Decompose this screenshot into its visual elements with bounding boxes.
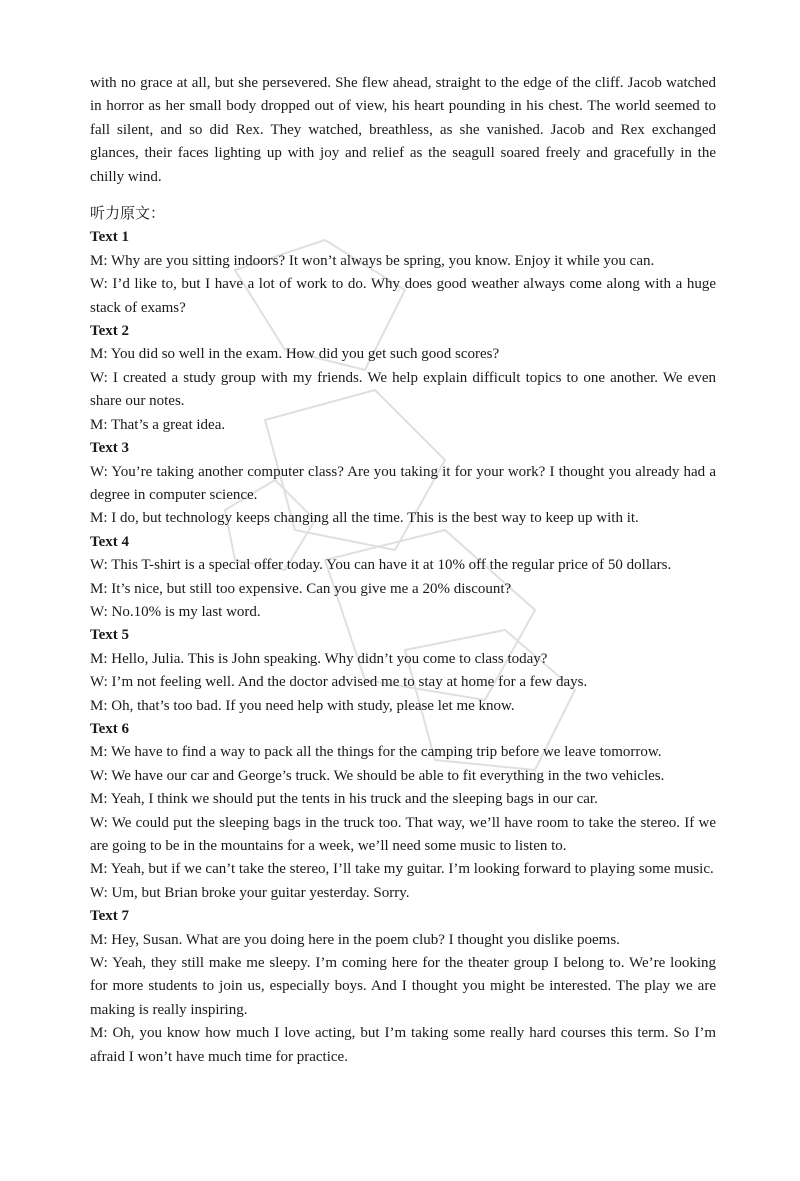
text-title: Text 1 — [90, 229, 130, 246]
dialogue-line: M: Oh, you know how much I love acting, but I’m taking some really hard courses this term. So I’m afraid I won’t have much time for practice. — [90, 1025, 716, 1065]
dialogue-line: W: We have our car and George’s truck. We should be able to fit everything in the two vehicles. — [90, 767, 665, 784]
text-title: Text 4 — [90, 533, 130, 550]
dialogue-line: W: I created a study group with my friends. We help explain difficult topics to one another. We even share our notes. — [90, 369, 716, 410]
dialogue-line: W: Yeah, they still make me sleepy. I’m coming here for the theater group I belong to. We’re looking for more students to join us, especially boys. And I thought you might be interested. The play we are making is really inspiring. — [90, 955, 716, 1018]
dialogue-line: M: Hello, Julia. This is John speaking. Why didn’t you come to class today? — [90, 650, 548, 667]
text-title: Text 2 — [90, 323, 130, 340]
dialogue-line: W: Um, but Brian broke your guitar yesterday. Sorry. — [90, 884, 410, 901]
dialogue-line: W: No.10% is my last word. — [90, 603, 261, 620]
dialogue-line: M: Yeah, but if we can’t take the stereo, I’ll take my guitar. I’m looking forward to playing some music. — [90, 861, 714, 878]
dialogue-line: M: I do, but technology keeps changing all the time. This is the best way to keep up with it. — [90, 510, 639, 527]
dialogue-line: M: It’s nice, but still too expensive. Can you give me a 20% discount? — [90, 580, 512, 597]
dialogue-line: M: That’s a great idea. — [90, 416, 226, 433]
dialogue-line: W: I’m not feeling well. And the doctor advised me to stay at home for a few days. — [90, 674, 588, 691]
dialogue-line: W: You’re taking another computer class? Are you taking it for your work? I thought you already had a degree in computer science. — [90, 463, 716, 503]
dialogue-line: W: This T-shirt is a special offer today. You can have it at 10% off the regular price of 50 dollars. — [90, 557, 672, 574]
dialogue-line: M: You did so well in the exam. How did you get such good scores? — [90, 346, 500, 363]
dialogue-line: M: Hey, Susan. What are you doing here in the poem club? I thought you dislike poems. — [90, 931, 620, 948]
text-title: Text 6 — [90, 720, 130, 737]
document-content — [90, 72, 716, 1069]
section-heading: 听力原文： — [90, 206, 166, 223]
dialogue-line: M: We have to find a way to pack all the things for the camping trip before we leave tomorrow. — [90, 744, 662, 761]
transcript-list — [90, 226, 716, 1069]
text-title: Text 5 — [90, 627, 130, 644]
intro-paragraph: with no grace at all, but she persevered. She flew ahead, straight to the edge of the cliff. Jacob watched in horror as her small body dropped out of view, his heart pounding in his chest. The world seemed to fall silent, and so did Rex. They watched, breathless, as she vanished. Jacob and Rex exchanged glances, their faces lighting up with joy and relief as the seagull soared freely and gracefully in the chilly wind. — [90, 75, 716, 185]
dialogue-line: W: We could put the sleeping bags in the truck too. That way, we’ll have room to take the stereo. If we are going to be in the mountains for a week, we’ll need some music to listen to. — [90, 814, 716, 854]
dialogue-line: W: I’d like to, but I have a lot of work to do. Why does good weather always come along with a huge stack of exams? — [90, 276, 716, 316]
dialogue-line: M: Why are you sitting indoors? It won’t always be spring, you know. Enjoy it while you can. — [90, 252, 655, 269]
text-title: Text 7 — [90, 908, 130, 925]
text-title: Text 3 — [90, 440, 130, 457]
dialogue-line: M: Yeah, I think we should put the tents in his truck and the sleeping bags in our car. — [90, 791, 598, 808]
dialogue-line: M: Oh, that’s too bad. If you need help with study, please let me know. — [90, 697, 515, 714]
